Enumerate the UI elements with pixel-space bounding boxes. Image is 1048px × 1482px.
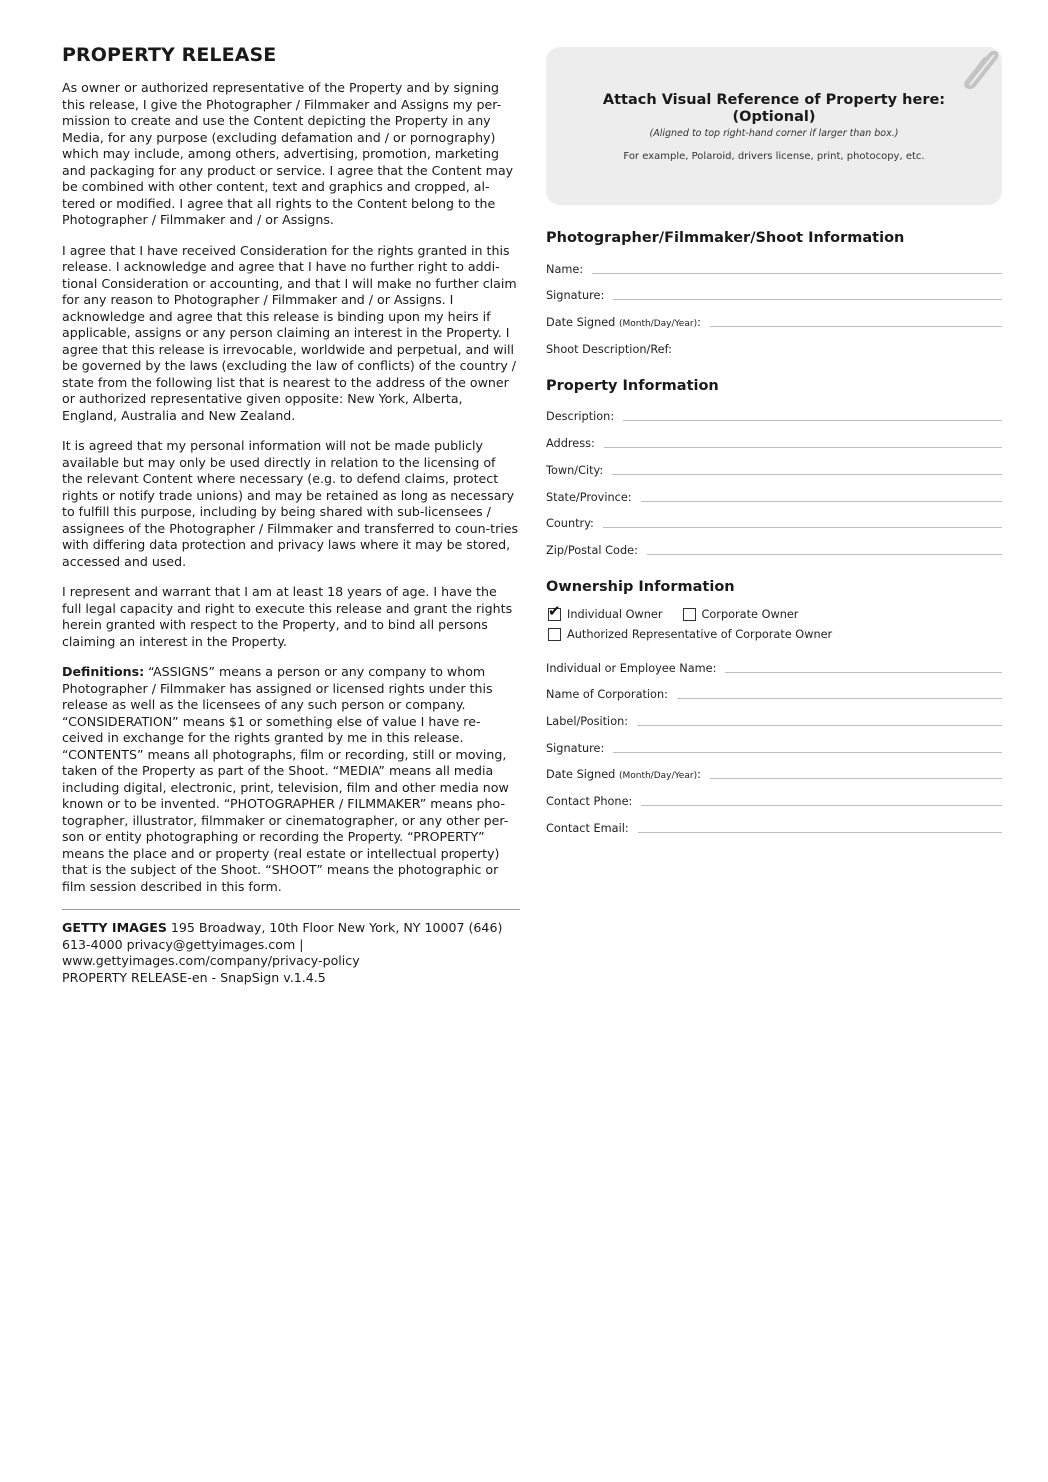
owner-date-field[interactable] bbox=[546, 756, 1002, 783]
contact-phone-label: Contact Phone: bbox=[546, 795, 633, 808]
property-address-label: Address: bbox=[546, 437, 595, 451]
label-position-field[interactable] bbox=[546, 702, 1002, 729]
form-column bbox=[546, 47, 1002, 836]
footer-company: GETTY IMAGES bbox=[62, 920, 167, 935]
footer-address-block bbox=[62, 920, 520, 970]
owner-signature-field[interactable] bbox=[546, 729, 1002, 756]
release-paragraph-4: I represent and warrant that I am at least 18 years of age. I have the full legal capacity and right to execute this release and grant the rights herein granted with respect to the Property, and to bind all persons claiming an interest in the Property. bbox=[62, 584, 513, 649]
owner-signature-input-line[interactable] bbox=[613, 752, 1002, 753]
property-state-input-line[interactable] bbox=[641, 501, 1002, 502]
shoot-name-input-line[interactable] bbox=[592, 273, 1002, 274]
attach-note: (Aligned to top right-hand corner if larger than box.) bbox=[649, 128, 899, 139]
document-title: PROPERTY RELEASE bbox=[62, 44, 277, 66]
release-paragraph-2: I agree that I have received Consideration for the rights granted in this release. I acknowledge and agree that I have no further right to addi-tional Consideration or accounting, and that I will make no further claim for any reason to Photographer / Filmmaker and / or Assigns. I acknowledge and agree that this release is binding upon my heirs if applicable, assigns or any person claiming an interest in the Property. I agree that this release is irrevocable, worldwide and perpetual, and will be governed by the laws (excluding the law of conflicts) of the country / state from the following list that is nearest to the address of the owner or authorized representative given opposite: New York, Alberta, England, Australia and New Zealand. bbox=[62, 242, 517, 423]
property-country-field[interactable] bbox=[546, 505, 1002, 532]
checkmark-icon: ✔ bbox=[548, 602, 561, 621]
contact-phone-field[interactable] bbox=[546, 782, 1002, 809]
release-paragraph-1: As owner or authorized representative of the Property and by signing this release, I give the Photographer / Filmmaker and Assigns my per-mission to create and use the Content depicting the Property in any Media, for any purpose (excluding defamation and / or pornography) which may include, among others, advertising, promotion, marketing and packaging for any product or service. I agree that the Content may be combined with other content, text and graphics and cropped, al-tered or modified. I agree that all rights to the Content belong to the Photographer / Filmmaker and / or Assigns. bbox=[62, 80, 514, 227]
shoot-description-field[interactable] bbox=[546, 330, 1002, 357]
shoot-date-text: Date Signed bbox=[546, 316, 616, 330]
corporation-input-line[interactable] bbox=[677, 698, 1002, 699]
corporate-owner-checkbox[interactable] bbox=[683, 608, 696, 621]
corporation-label: Name of Corporation: bbox=[546, 688, 668, 702]
paperclip-icon bbox=[952, 45, 1002, 95]
property-section-title: Property Information bbox=[546, 377, 719, 394]
property-address-input-line[interactable] bbox=[604, 447, 1002, 448]
footer-address: 195 Broadway, 10th Floor New York, NY 10007 (646) 613-4000 privacy@gettyimages.com | www.gettyimages.com/company/privacy-policy bbox=[62, 920, 503, 968]
property-description-field[interactable] bbox=[546, 398, 1002, 425]
footer-version: PROPERTY RELEASE-en - SnapSign v.1.4.5 bbox=[62, 969, 326, 985]
owner-date-label bbox=[546, 768, 701, 782]
property-zip-field[interactable] bbox=[546, 531, 1002, 558]
release-text-column bbox=[62, 44, 520, 986]
shoot-signature-input-line[interactable] bbox=[613, 299, 1002, 300]
attach-title bbox=[546, 47, 1002, 126]
footer-divider bbox=[62, 909, 520, 910]
footer bbox=[62, 920, 520, 986]
contact-phone-input-line[interactable] bbox=[641, 805, 1002, 806]
shoot-signature-label: Signature: bbox=[546, 289, 605, 303]
individual-owner-label: Individual Owner bbox=[567, 608, 663, 622]
shoot-date-label bbox=[546, 316, 701, 330]
contact-email-field[interactable] bbox=[546, 809, 1002, 836]
property-description-input-line[interactable] bbox=[623, 420, 1002, 421]
shoot-section-title: Photographer/Filmmaker/Shoot Information bbox=[546, 230, 905, 246]
definitions-paragraph bbox=[62, 664, 520, 895]
definitions-label: Definitions: bbox=[62, 664, 145, 679]
individual-owner-checkbox[interactable] bbox=[548, 602, 561, 621]
shoot-date-input-line[interactable] bbox=[710, 326, 1002, 327]
property-town-input-line[interactable] bbox=[612, 474, 1002, 475]
property-country-input-line[interactable] bbox=[603, 527, 1002, 528]
attach-reference-box[interactable] bbox=[546, 47, 1002, 205]
release-paragraph-3: It is agreed that my personal information will not be made publicly available but may only be used directly in relation to the licensing of the relevant Content where necessary (e.g. to defend claims, protect rights or notify trade unions) and may be retained as long as necessary to fulfill this purpose, including by being shared with sub-licensees / assignees of the Photographer / Filmmaker and transferred to coun-tries with differing data protection and privacy laws where it may be stored, accessed and used. bbox=[62, 438, 519, 569]
shoot-name-field[interactable] bbox=[546, 250, 1002, 277]
owner-date-text: Date Signed bbox=[546, 768, 616, 782]
contact-email-label: Contact Email: bbox=[546, 821, 629, 835]
label-position-label: Label/Position: bbox=[546, 714, 629, 728]
owner-date-format: (Month/Day/Year) bbox=[618, 771, 698, 782]
property-country-label: Country: bbox=[546, 517, 594, 531]
property-address-field[interactable] bbox=[546, 424, 1002, 451]
attach-example: For example, Polaroid, drivers license, print, photocopy, etc. bbox=[623, 151, 925, 162]
property-town-field[interactable] bbox=[546, 451, 1002, 478]
contact-email-input-line[interactable] bbox=[638, 832, 1002, 833]
attach-title-line: Attach Visual Reference of Property here: bbox=[602, 92, 946, 108]
owner-date-colon: : bbox=[697, 768, 701, 782]
corporate-owner-label: Corporate Owner bbox=[701, 608, 799, 622]
label-position-input-line[interactable] bbox=[637, 725, 1002, 726]
shoot-name-label: Name: bbox=[546, 262, 584, 276]
property-state-label: State/Province: bbox=[546, 490, 632, 504]
ownership-section-title: Ownership Information bbox=[546, 578, 735, 595]
ownership-checkboxes bbox=[546, 602, 1002, 645]
shoot-description-label: Shoot Description/Ref: bbox=[546, 342, 672, 356]
owner-signature-label: Signature: bbox=[546, 741, 605, 755]
property-town-label: Town/City: bbox=[546, 463, 604, 477]
employee-name-input-line[interactable] bbox=[725, 672, 1002, 673]
employee-name-label: Individual or Employee Name: bbox=[546, 661, 717, 675]
property-zip-input-line[interactable] bbox=[647, 554, 1002, 555]
shoot-date-colon: : bbox=[697, 316, 701, 330]
authorized-rep-label: Authorized Representative of Corporate Owner bbox=[567, 628, 833, 642]
property-state-field[interactable] bbox=[546, 478, 1002, 505]
corporation-field[interactable] bbox=[546, 676, 1002, 703]
shoot-date-format: (Month/Day/Year) bbox=[618, 319, 698, 330]
attach-subtitle: (Optional) bbox=[732, 109, 816, 125]
property-description-label: Description: bbox=[546, 410, 615, 424]
shoot-date-field[interactable] bbox=[546, 303, 1002, 330]
owner-date-input-line[interactable] bbox=[710, 778, 1002, 779]
definitions-text: “ASSIGNS” means a person or any company to whom Photographer / Filmmaker has assigned or licensed rights under this release as well as the licensees of any such person or company. “CONSIDERATION” means $1 or something else of value I have re-ceived in exchange for the rights granted by me in this release. “CONTENTS” means all photographs, film or recording, still or moving, taken of the Property as part of the Shoot. “MEDIA” means all media including digital, electronic, print, television, film and other media now known or to be invented. “PHOTOGRAPHER / FILMMAKER” means pho-tographer, illustrator, filmmaker or cinematographer, or any other per-son or entity photographing or recording the Property. “PROPERTY” means the place and or property (real estate or intellectual property) that is the subject of the Shoot. “SHOOT” means the photographic or film session described in this form. bbox=[62, 664, 509, 894]
shoot-signature-field[interactable] bbox=[546, 277, 1002, 304]
authorized-rep-checkbox[interactable] bbox=[548, 628, 561, 641]
employee-name-field[interactable] bbox=[546, 649, 1002, 676]
property-zip-label: Zip/Postal Code: bbox=[546, 543, 638, 557]
